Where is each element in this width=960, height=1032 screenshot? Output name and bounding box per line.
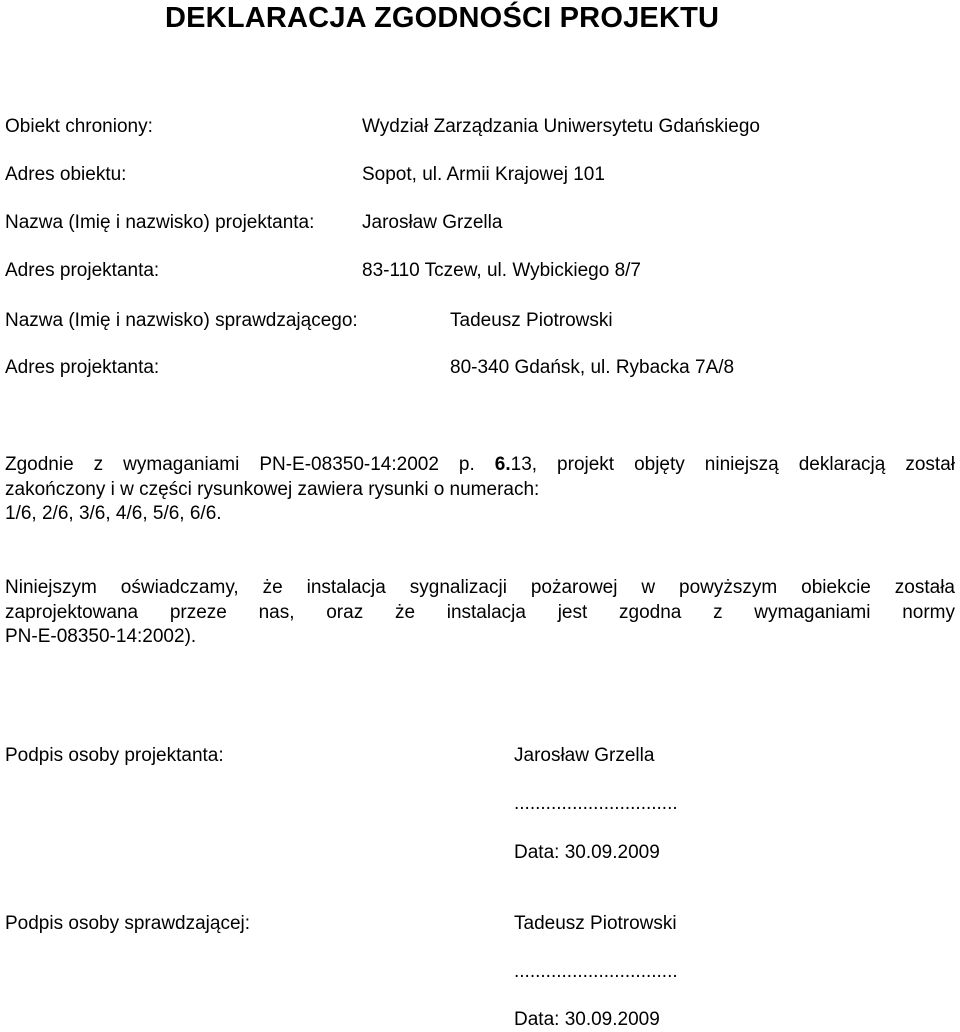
compliance-paragraph [5, 453, 955, 527]
field-label-object-address: Adres obiektu: [5, 164, 127, 185]
field-label-checker-name: Nazwa (Imię i nazwisko) sprawdzającego: [5, 310, 358, 331]
signature-label-designer: Podpis osoby projektanta: [5, 745, 224, 766]
field-label-checker-address: Adres projektanta: [5, 357, 160, 378]
signature-date-checker: Data: 30.09.2009 [514, 1009, 660, 1030]
compliance-line-3: 1/6, 2/6, 3/6, 4/6, 5/6, 6/6. [5, 503, 222, 524]
field-value-checker-name: Tadeusz Piotrowski [450, 310, 613, 331]
signature-label-checker: Podpis osoby sprawdzającej: [5, 913, 251, 934]
field-value-object-address: Sopot, ul. Armii Krajowej 101 [362, 164, 605, 185]
signature-name-checker: Tadeusz Piotrowski [514, 913, 677, 934]
compliance-line-1: Zgodnie z wymaganiami PN-E-08350-14:2002 p. 6.13, projekt objęty niniejszą deklaracją został [5, 454, 955, 475]
document-title: DEKLARACJA ZGODNOŚCI PROJEKTU [165, 2, 720, 34]
signature-dots-designer: ............................... [514, 793, 678, 814]
signature-name-designer: Jarosław Grzella [514, 745, 655, 766]
declaration-paragraph [5, 576, 955, 650]
field-value-designer-name: Jarosław Grzella [362, 212, 503, 233]
compliance-line-2: zakończony i w części rysunkowej zawiera rysunki o numerach: [5, 478, 540, 500]
declaration-line-2: zaprojektowana przeze nas, oraz że instalacja jest zgodna z wymaganiami normy [5, 601, 955, 623]
signature-date-designer: Data: 30.09.2009 [514, 842, 660, 863]
declaration-line-1: Niniejszym oświadczamy, że instalacja sygnalizacji pożarowej w powyższym obiekcie została [5, 577, 955, 598]
field-value-protected-object: Wydział Zarządzania Uniwersytetu Gdańskiego [362, 116, 760, 137]
declaration-line-3: PN-E-08350-14:2002). [5, 626, 197, 647]
field-label-designer-address: Adres projektanta: [5, 260, 160, 281]
field-label-protected-object: Obiekt chroniony: [5, 116, 153, 137]
field-value-checker-address: 80-340 Gdańsk, ul. Rybacka 7A/8 [450, 357, 735, 378]
field-label-designer-name: Nazwa (Imię i nazwisko) projektanta: [5, 212, 315, 233]
signature-dots-checker: ............................... [514, 961, 678, 982]
field-value-designer-address: 83-110 Tczew, ul. Wybickiego 8/7 [362, 260, 641, 281]
